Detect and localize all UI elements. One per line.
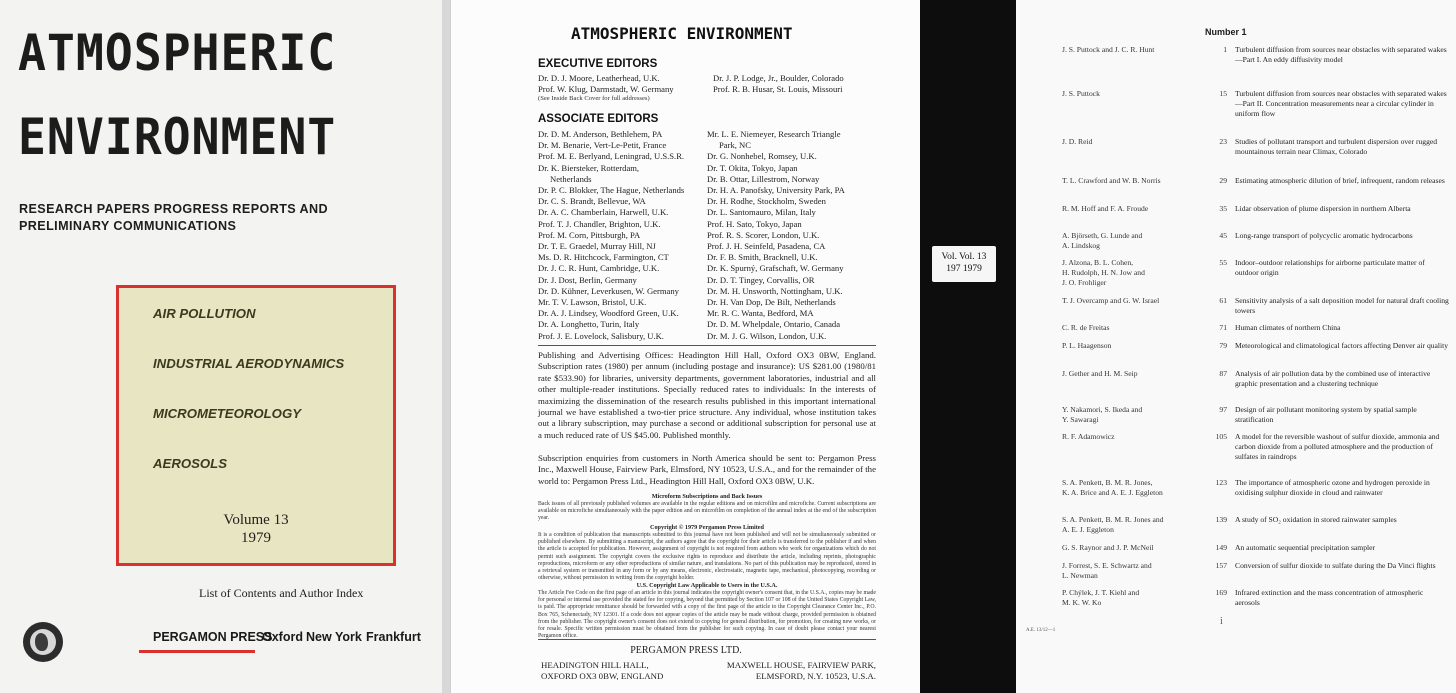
contents-article-title: Design of air pollutant monitoring system by spatial sample stratification xyxy=(1235,405,1417,424)
divider xyxy=(538,345,876,346)
spine-label xyxy=(932,246,996,282)
contents-page-number: 79 xyxy=(1219,341,1227,350)
associate-editor-entry: Dr. D. M. Anderson, Bethlehem, PA xyxy=(538,129,663,139)
contents-authors: S. A. Penkett, B. M. R. Jones, K. A. Brice and A. E. J. Eggleton xyxy=(1062,478,1163,497)
contents-page-number: 61 xyxy=(1219,296,1227,305)
contents-page xyxy=(1016,0,1456,693)
associate-editor-entry: Dr. H. Van Dop, De Bilt, Netherlands xyxy=(707,297,836,308)
contents-authors: J. S. Puttock xyxy=(1062,89,1100,98)
address-left xyxy=(541,660,663,682)
assoc-editors-left xyxy=(538,129,684,342)
contents-article-title: Lidar observation of plume dispersion in northern Alberta xyxy=(1235,204,1411,213)
associate-editor-entry: Dr. D. T. Tingey, Corvallis, OR xyxy=(707,274,815,285)
contents-authors: G. S. Raynor and J. P. McNeil xyxy=(1062,543,1154,552)
associate-editor-entry: Netherlands xyxy=(550,173,592,184)
volume-year: 1979 xyxy=(241,530,271,546)
contents-article-title: Turbulent diffusion from sources near obstacles with separated wakes—Part I. An eddy diffusivity model xyxy=(1235,45,1447,64)
associate-editor-entry: Park, NC xyxy=(719,140,751,151)
contents-page-number: 123 xyxy=(1215,478,1227,487)
associate-editor-entry: Mr. T. V. Lawson, Bristol, U.K. xyxy=(538,297,647,308)
exec-editors-right xyxy=(713,73,844,95)
contents-authors: R. F. Adamowicz xyxy=(1062,432,1115,441)
contents-page-number: 45 xyxy=(1219,231,1227,240)
city-new-york: New York xyxy=(306,630,362,644)
address-right-line1: MAXWELL HOUSE, FAIRVIEW PARK, xyxy=(726,660,876,670)
contents-article-title: Analysis of air pollution data by the combined use of interactive graphic presentation and a clustering technique xyxy=(1235,369,1431,388)
editor-entry: Prof. R. B. Husar, St. Louis, Missouri xyxy=(713,84,843,95)
us-copyright-text: The Article Fee Code on the first page of an article in this journal indicates the copyright owner's consent that, in the U.S.A., copies may be made for personal or internal use provided the stated fee for copying, beyond that permitted by Section 107 or 108 of the United States Copyright Law, is paid. The appropriate remittance should be forwarded with a copy of the first page of the article to the Copyright Clearance Center Inc., P.O. Box 765, Schenectady, NY 12301. If a code does not appear copies of the article may be made without charge, provided permission is obtained from the publisher. The copyright owner's consent does not extend to copying for general distribution, for promotion, for creating new works, or for resale. Specific written permission must be obtained from the publisher for such copying. In case of doubt please contact your nearest Pergamon office. xyxy=(538,590,876,640)
topic-aerosols: AEROSOLS xyxy=(153,456,228,471)
associate-editor-entry: Dr. M. Benarie, Vert-Le-Petit, France xyxy=(538,140,667,151)
contents-page-number: 29 xyxy=(1219,176,1227,185)
associate-editor-entry: Dr. J. C. R. Hunt, Cambridge, U.K. xyxy=(538,263,660,274)
contents-article-title: Studies of pollutant transport and turbulent dispersion over rugged mountainous terrain near Climax, Colorado xyxy=(1235,137,1438,156)
associate-editor-entry: Prof. M. E. Berlyand, Leningrad, U.S.S.R. xyxy=(538,151,685,162)
copyright-text: It is a condition of publication that manuscripts submitted to this journal have not been published and will not be simultaneously submitted or published elsewhere. By submitting a manuscript, the authors agree that the copyright for their article is transferred to the publisher if and when the article is accepted for publication. However, assignment of copyright is not required from authors who work for organizations which do not permit such assignment. The copyright covers the exclusive rights to reproduce and distribute the article, including reprints, photographic reproductions, microform or any other reproductions of similar nature, and translations. No part of this publication may be reproduced, stored in a retrieval system or transmitted in any form or by any means, electronic, electrostatic, magnetic tape, mechanical, photocopying, recording or otherwise, without permission in writing from the copyright holder. xyxy=(538,532,876,582)
associate-editor-entry: Dr. P. C. Blokker, The Hague, Netherlands xyxy=(538,185,685,196)
contents-authors: Y. Nakamori, S. Ikeda and Y. Sawaragi xyxy=(1062,405,1143,424)
contents-page-number: 71 xyxy=(1219,323,1227,332)
associate-editor-entry: Dr. T. E. Graedel, Murray Hill, NJ xyxy=(538,241,656,252)
associate-editor-entry: Dr. T. Okita, Tokyo, Japan xyxy=(707,162,798,173)
masthead-page xyxy=(450,0,921,693)
associate-editor-entry: Dr. H. Rodhe, Stockholm, Sweden xyxy=(707,196,826,207)
associate-editor-entry: Dr. K. Biersteker, Rotterdam, xyxy=(538,162,640,173)
divider xyxy=(538,639,876,640)
code-footer: A.E. 13/12—1 xyxy=(1026,628,1056,633)
topic-industrial-aerodynamics: INDUSTRIAL AERODYNAMICS xyxy=(153,356,345,371)
address-right-line2: ELMSFORD, N.Y. 10523, U.S.A. xyxy=(755,671,876,681)
contents-authors: J. D. Reid xyxy=(1062,137,1093,146)
associate-editor-entry: Dr. J. Dost, Berlin, Germany xyxy=(538,274,637,285)
associate-editor-entry: Dr. F. B. Smith, Bracknell, U.K. xyxy=(707,252,818,263)
associate-editor-entry: Dr. D. Kühner, Leverkusen, W. Germany xyxy=(538,285,679,296)
list-caption: List of Contents and Author Index xyxy=(199,586,364,600)
publishing-paragraph: Publishing and Advertising Offices: Headington Hill Hall, Oxford OX3 0BW, England. Subscription rates (1980) per annum (including postage and insurance): US $281.00 (1980/81 rate $533.90) for libraries, university departments, government laboratories, industrial and all other multiple-reader institutions. Specially reduced rates to individuals: In the interests of maximizing the dissemination of the research results published in this important international journal we have established a two-tier price structure. Any individual, whose institution takes out a library subscription, may purchase a second or additional subscription for personal use at a much reduced rate of US $45.00. Published monthly. xyxy=(538,350,876,440)
contents-article-title: Estimating atmospheric dilution of brief, infrequent, random releases xyxy=(1235,176,1445,185)
cover-subtitle-line1: RESEARCH PAPERS PROGRESS REPORTS AND xyxy=(19,202,328,216)
address-right xyxy=(701,660,876,682)
editor-entry: Dr. D. J. Moore, Leatherhead, U.K. xyxy=(538,73,660,83)
contents-article-title: Infrared extinction and the mass concentration of atmospheric aerosols xyxy=(1235,588,1424,607)
associate-editor-entry: Prof. M. Corn, Pittsburgh, PA xyxy=(538,229,641,240)
topic-micrometeorology: MICROMETEOROLOGY xyxy=(153,406,301,421)
contents-authors: A. Björseth, G. Lunde and A. Lindskog xyxy=(1062,231,1143,250)
masthead-title: ATMOSPHERIC ENVIRONMENT xyxy=(571,24,793,43)
contents-article-title: Conversion of sulfur dioxide to sulfate during the Da Vinci flights xyxy=(1235,561,1436,570)
exec-editors-left xyxy=(538,73,674,102)
contents-page-number: 169 xyxy=(1215,588,1227,597)
contents-page-number: 97 xyxy=(1219,405,1227,414)
associate-editor-entry: Dr. M. J. G. Wilson, London, U.K. xyxy=(707,330,827,341)
executive-editors-heading: EXECUTIVE EDITORS xyxy=(538,58,658,70)
contents-authors: S. A. Penkett, B. M. R. Jones and A. E. J. Eggleton xyxy=(1062,515,1164,534)
associate-editor-entry: Prof. R. S. Scorer, London, U.K. xyxy=(707,229,820,240)
associate-editor-entry: Dr. B. Ottar, Lillestrom, Norway xyxy=(707,173,820,184)
contents-article-title: Meteorological and climatological factors affecting Denver air quality xyxy=(1235,341,1449,350)
associate-editor-entry: Dr. L. Santomauro, Milan, Italy xyxy=(707,207,816,218)
pergamon-ltd: PERGAMON PRESS LTD. xyxy=(630,645,742,656)
contents-page-number: 1 xyxy=(1223,45,1227,54)
microform-text: Back issues of all previously published volumes are available in the regular editions and on microfilm and microfiche. Current subscriptions are available on microfiche simultaneously with the paper edition and on microfilm on completion of the annual index at the end of the subscription year. xyxy=(538,501,876,522)
associate-editor-entry: Dr. D. M. Whelpdale, Ontario, Canada xyxy=(707,319,841,330)
associate-editor-entry: Dr. C. S. Brandt, Bellevue, WA xyxy=(538,196,646,207)
copyright-heading: Copyright © 1979 Pergamon Press Limited xyxy=(650,524,764,531)
microform-heading: Microform Subscriptions and Back Issues xyxy=(651,493,763,500)
contents-authors: J. Gether and H. M. Seip xyxy=(1062,369,1138,378)
contents-article-title: Turbulent diffusion from sources near obstacles with separated wakes—Part II. Concentration measurements near a circular cylinder in uniform flow xyxy=(1235,89,1447,118)
spine-label-line2: 197 1979 xyxy=(946,264,982,274)
assoc-editors-right xyxy=(707,129,845,342)
editor-entry: Dr. J. P. Lodge, Jr., Boulder, Colorado xyxy=(713,73,844,83)
contents-authors: J. Alzona, B. L. Cohen, H. Rudolph, H. N. Jow and J. O. Frohliger xyxy=(1062,258,1145,287)
contents-page-number: 105 xyxy=(1215,432,1227,441)
page-number: i xyxy=(1220,616,1223,627)
cover-page xyxy=(0,0,442,693)
contents-page-number: 157 xyxy=(1215,561,1227,570)
contents-authors: T. L. Crawford and W. B. Norris xyxy=(1062,176,1161,185)
us-copyright-heading: U.S. Copyright Law Applicable to Users in the U.S.A. xyxy=(636,582,778,589)
contents-article-title: Indoor–outdoor relationships for airborne particulate matter of outdoor origin xyxy=(1235,258,1425,277)
volume-number: Volume 13 xyxy=(223,512,289,528)
address-left-line1: HEADINGTON HILL HALL, xyxy=(541,660,649,670)
exec-note: (See Inside Back Cover for full addresses) xyxy=(538,95,650,103)
contents-page-number: 15 xyxy=(1219,89,1227,98)
contents-article-title: Human climates of northern China xyxy=(1235,323,1341,332)
associate-editor-entry: Dr. H. A. Panofsky, University Park, PA xyxy=(707,185,845,196)
associate-editor-entry: Dr. M. H. Unsworth, Nottingham, U.K. xyxy=(707,285,843,296)
associate-editor-entry: Mr. L. E. Niemeyer, Research Triangle xyxy=(707,129,841,139)
associate-editor-entry: Prof. T. J. Chandler, Brighton, U.K. xyxy=(538,218,661,229)
contents-page-number: 87 xyxy=(1219,369,1227,378)
contents-authors: R. M. Hoff and F. A. Froude xyxy=(1062,204,1149,213)
cover-subtitle-line2: PRELIMINARY COMMUNICATIONS xyxy=(19,219,237,233)
address-left-line2: OXFORD OX3 0BW, ENGLAND xyxy=(541,671,664,681)
city-frankfurt: Frankfurt xyxy=(366,630,421,644)
contents-article-title: Long-range transport of polycyclic aromatic hydrocarbons xyxy=(1235,231,1413,240)
contents-article-title: A model for the reversible washout of sulfur dioxide, ammonia and carbon dioxide from a polluted atmosphere and the production of sulfates in raindrops xyxy=(1235,432,1440,461)
associate-editor-entry: Prof. J. E. Lovelock, Salisbury, U.K. xyxy=(538,330,664,341)
contents-article-title: Sensitivity analysis of a salt deposition model for natural draft cooling towers xyxy=(1235,296,1449,315)
contents-authors: P. Chýlek, J. T. Kiehl and M. K. W. Ko xyxy=(1062,588,1140,607)
associate-editor-entry: Dr. A. J. Lindsey, Woodford Green, U.K. xyxy=(538,308,679,319)
associate-editor-entry: Dr. K. Spurný, Grafschaft, W. Germany xyxy=(707,263,844,274)
associate-editor-entry: Dr. A. Longhetto, Turin, Italy xyxy=(538,319,640,330)
contents-authors: T. J. Overcamp and G. W. Israel xyxy=(1062,296,1160,305)
cover-title-line1: ATMOSPHERIC xyxy=(18,24,337,82)
pergamon-logo-icon xyxy=(23,622,63,662)
publisher-name: PERGAMON PRESS xyxy=(153,630,273,644)
contents-page-number: 149 xyxy=(1215,543,1227,552)
associate-editor-entry: Ms. D. R. Hitchcock, Farmington, CT xyxy=(538,252,669,263)
contents-article-title: An automatic sequential precipitation sampler xyxy=(1235,543,1376,552)
editor-entry: Prof. W. Klug, Darmstadt, W. Germany xyxy=(538,84,674,95)
associate-editor-entry: Mr. R. C. Wanta, Bedford, MA xyxy=(707,308,814,319)
associate-editor-entry: Dr. A. C. Chamberlain, Harwell, U.K. xyxy=(538,207,669,218)
associate-editors-heading: ASSOCIATE EDITORS xyxy=(538,113,659,125)
contents-page-number: 23 xyxy=(1219,137,1227,146)
spine-label-line1: Vol. Vol. 13 xyxy=(941,252,987,262)
contents-page-number: 35 xyxy=(1219,204,1227,213)
contents-authors: J. Forrest, S. E. Schwartz and L. Newman xyxy=(1062,561,1152,580)
contents-article-title: A study of SO₂ oxidation in stored rainwater samples xyxy=(1235,515,1397,524)
associate-editor-entry: Prof. J. H. Seinfeld, Pasadena, CA xyxy=(707,241,826,252)
associate-editor-entry: Prof. H. Sato, Tokyo, Japan xyxy=(707,218,802,229)
topic-air-pollution: AIR POLLUTION xyxy=(153,306,256,321)
contents-authors: C. R. de Freitas xyxy=(1062,323,1110,332)
enquiries-paragraph: Subscription enquiries from customers in North America should be sent to: Pergamon Press Inc., Maxwell House, Fairview Park, Elmsford, NY 10523, U.S.A., and for the remainder of the world to: Pergamon Press Ltd., Headington Hill Hall, Oxford OX3 0BW, U.K. xyxy=(538,453,876,486)
topics-box xyxy=(116,285,396,566)
book-spine xyxy=(920,0,1016,693)
city-oxford: Oxford xyxy=(262,630,303,644)
associate-editor-entry: Dr. G. Nonhebel, Romsey, U.K. xyxy=(707,151,817,162)
contents-authors: P. L. Haagenson xyxy=(1062,341,1112,350)
contents-heading: Number 1 xyxy=(1205,27,1247,37)
contents-page-number: 55 xyxy=(1219,258,1227,267)
contents-article-title: The importance of atmospheric ozone and hydrogen peroxide in oxidising sulphur dioxide in cloud and rainwater xyxy=(1235,478,1430,497)
contents-authors: J. S. Puttock and J. C. R. Hunt xyxy=(1062,45,1155,54)
contents-page-number: 139 xyxy=(1215,515,1227,524)
cover-title-line2: ENVIRONMENT xyxy=(18,108,337,166)
publisher-underline xyxy=(139,650,255,653)
